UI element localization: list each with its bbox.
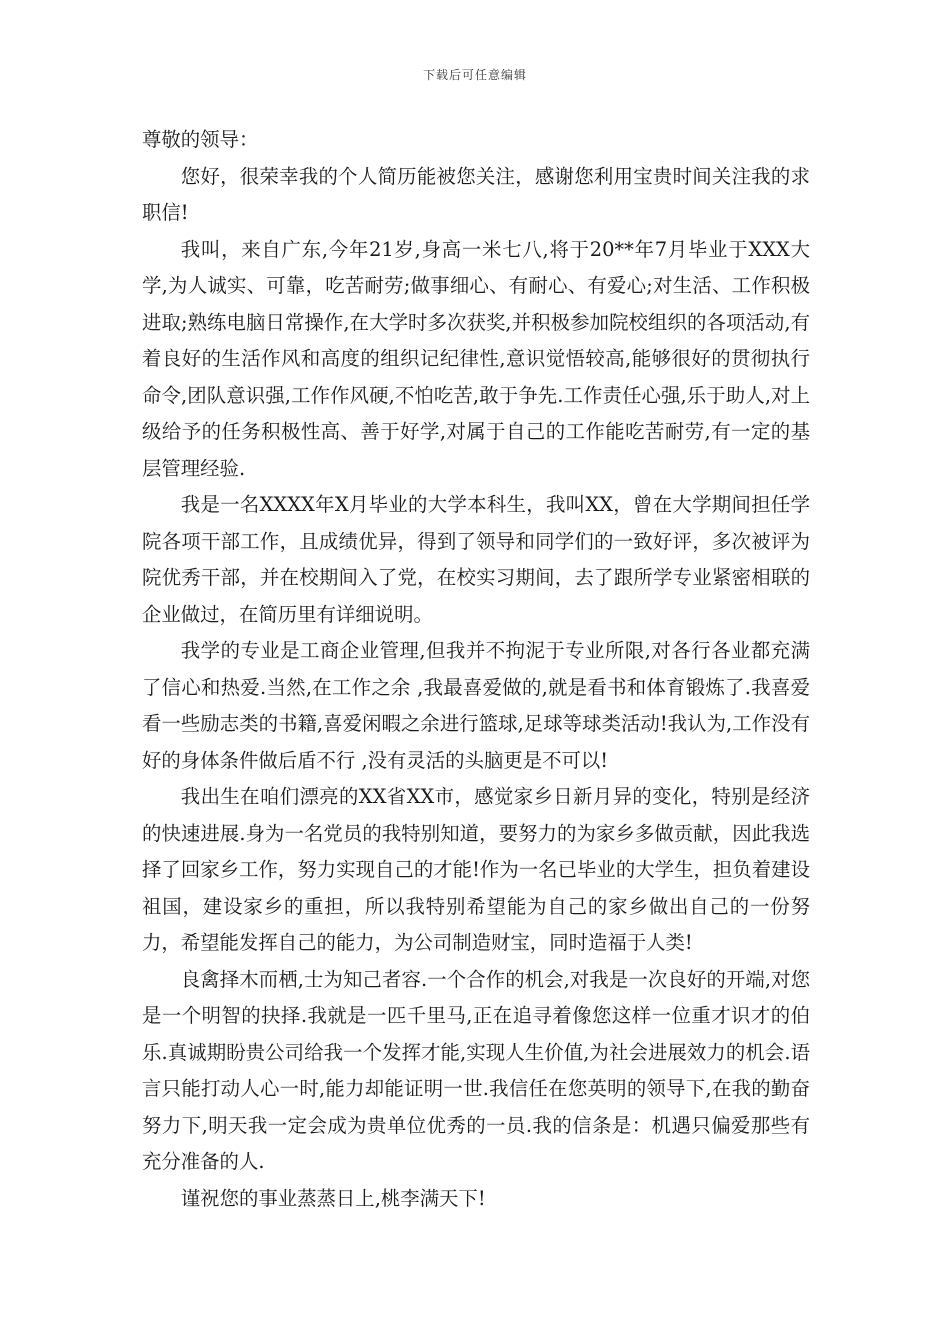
paragraph-education: 我是一名XXXX年X月毕业的大学本科生，我叫XX，曾在大学期间担任学院各项干部工作，且成绩优异，得到了领导和同学们的一致好评，多次被评为院优秀干部，并在校期间入了党，在校实习期间，去了跟所学专业紧密相联的企业做过，在简历里有详细说明。 <box>142 493 810 626</box>
closing-wish: 谨祝您的事业蒸蒸日上,桃李满天下! <box>180 1186 486 1210</box>
paragraph-opportunity: 良禽择木而栖,士为知己者容.一个合作的机会,对我是一次良好的开端,对您是一个明智的抉择.我就是一匹千里马,正在追寻着像您这样一位重才识才的伯乐.真诚期盼贵公司给我一个发挥才能,实现人生价值,为社会进展效力的机会.语言只能打动人心一时,能力却能证明一世.我信任在您英明的领导下,在我的勤奋努力下,明天我一定会成为贵单位优秀的一员.我的信条是：机遇只偏爱那些有充分准备的人. <box>142 967 810 1173</box>
header-note: 下载后可任意编辑 <box>422 68 527 82</box>
paragraph-hometown: 我出生在咱们漂亮的XX省XX市，感觉家乡日新月异的变化，特别是经济的快速进展.身为一名党员的我特别知道，要努力的为家乡多做贡献，因此我选择了回家乡工作，努力实现自己的才能!作为一名已毕业的大学生，担负着建设祖国，建设家乡的重担，所以我特别希望能为自己的家乡做出自己的一份努力，希望能发挥自己的能力，为公司制造财宝，同时造福于人类! <box>142 785 810 954</box>
letter-body <box>142 122 810 1217</box>
paragraph-self-introduction: 我叫，来自广东,今年21岁,身高一米七八,将于20**年7月毕业于XXX大学,为人诚实、可靠，吃苦耐劳;做事细心、有耐心、有爱心;对生活、工作积极进取;熟练电脑日常操作,在大学时多次获奖,并积极参加院校组织的各项活动,有着良好的生活作风和高度的组织记纪律性,意识觉悟较高,能够很好的贯彻执行命令,团队意识强,工作作风硬,不怕吃苦,敢于争先.工作责任心强,乐于助人,对上级给予的任务积极性高、善于好学,对属于自己的工作能吃苦耐劳,有一定的基层管理经验. <box>142 237 810 480</box>
paragraph-interests: 我学的专业是工商企业管理,但我并不拘泥于专业所限,对各行各业都充满了信心和热爱.当然,在工作之余 ,我最喜爱做的,就是看书和体育锻炼了.我喜爱看一些励志类的书籍,喜爱闲暇之余进行篮球,足球等球类活动!我认为,工作没有好的身体条件做后盾不行 ,没有灵活的头脑更是不可以! <box>142 639 810 772</box>
salutation: 尊敬的领导： <box>142 128 259 151</box>
paragraph-greeting: 您好，很荣幸我的个人简历能被您关注，感谢您利用宝贵时间关注我的求职信! <box>142 164 810 224</box>
